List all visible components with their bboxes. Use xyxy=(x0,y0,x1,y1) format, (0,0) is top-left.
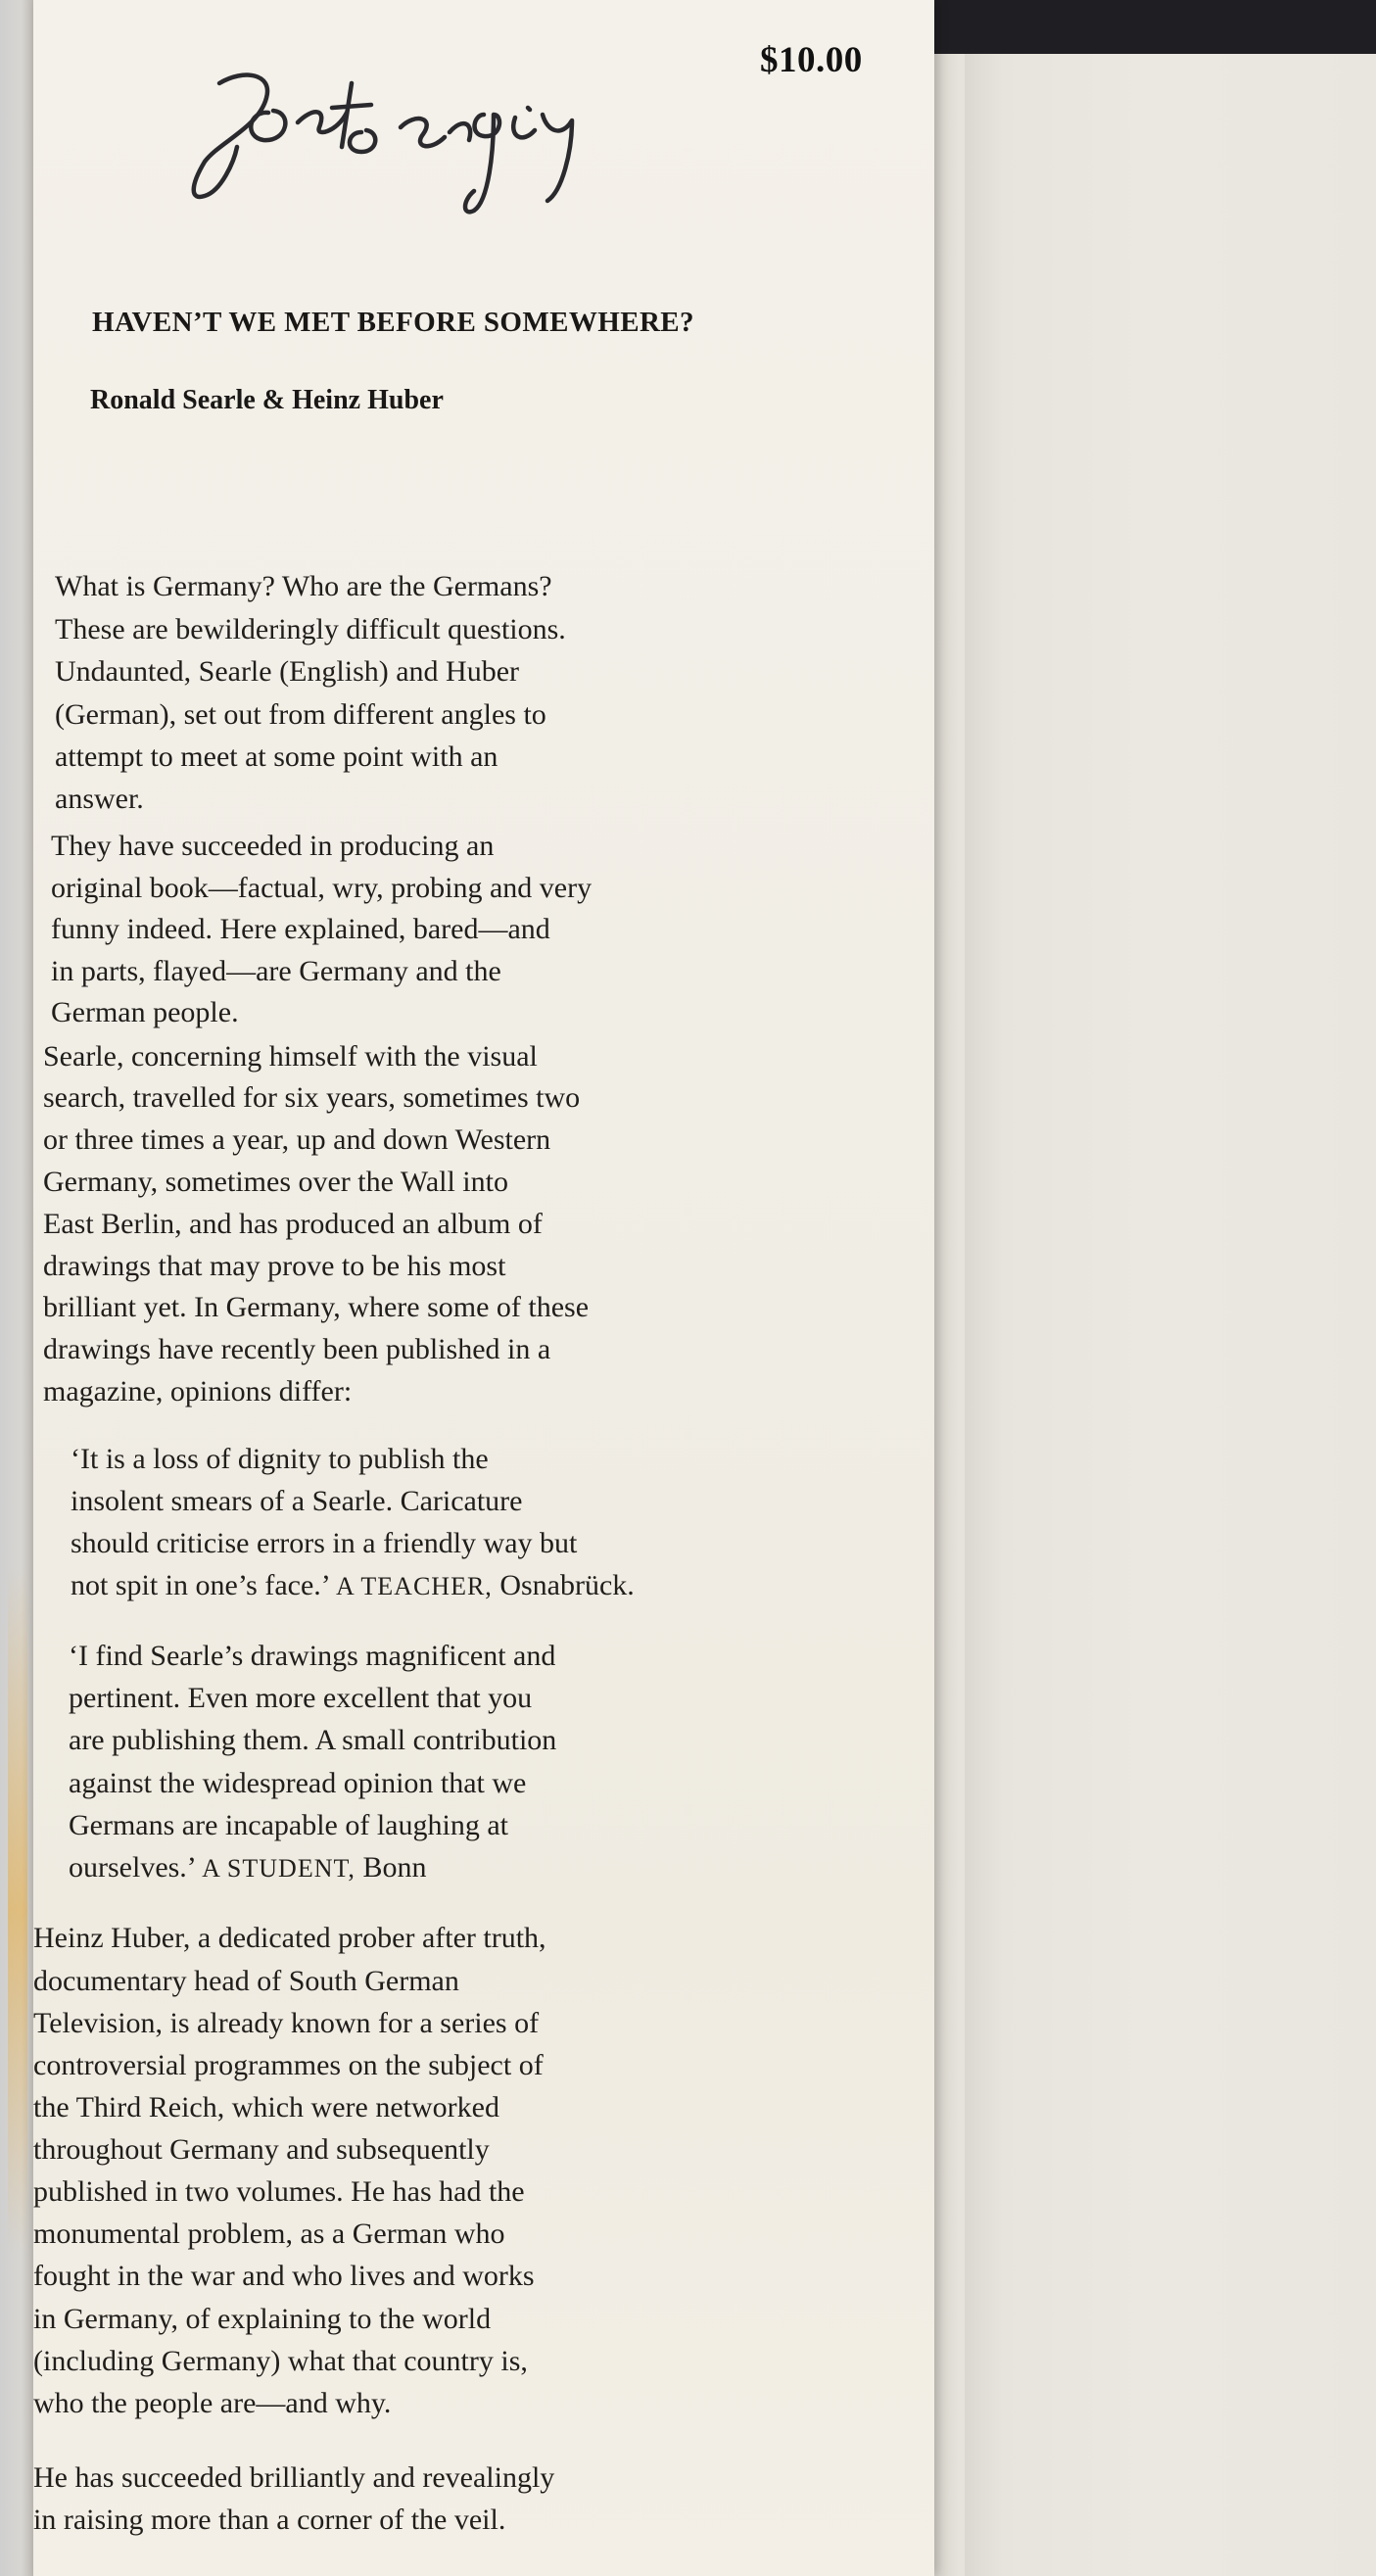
quote-attribution-place: Bonn xyxy=(355,1851,427,1884)
body-line: (including Germany) what that country is, xyxy=(33,2345,528,2377)
book-authors: Ronald Searle & Heinz Huber xyxy=(90,385,444,415)
body-line: attempt to meet at some point with an xyxy=(55,740,498,773)
body-line: magazine, opinions differ: xyxy=(43,1375,353,1407)
body-line: He has succeeded brilliantly and revealingly xyxy=(33,2461,555,2494)
body-line: throughout Germany and subsequently xyxy=(33,2133,490,2166)
quote-line xyxy=(71,1569,635,1602)
body-line: Searle, concerning himself with the visual xyxy=(43,1040,538,1073)
quote-line: pertinent. Even more excellent that you xyxy=(69,1682,533,1714)
body-line: Heinz Huber, a dedicated prober after truth, xyxy=(33,1922,546,1954)
quote-text: ourselves.’ xyxy=(69,1851,195,1884)
body-line: in parts, flayed—are Germany and the xyxy=(51,955,501,987)
handwritten-inscription xyxy=(151,54,660,230)
body-line: They have succeeded in producing an xyxy=(51,830,495,862)
quote-line xyxy=(69,1851,426,1884)
body-line: documentary head of South German xyxy=(33,1965,459,1997)
quote-attribution-role: A STUDENT, xyxy=(202,1854,356,1883)
quote-line: insolent smears of a Searle. Caricature xyxy=(71,1485,523,1517)
body-line: the Third Reich, which were networked xyxy=(33,2091,499,2123)
quote-attribution-place: Osnabrück. xyxy=(492,1569,635,1601)
price-label: $10.00 xyxy=(760,40,863,80)
body-line: Germany, sometimes over the Wall into xyxy=(43,1166,508,1198)
body-line: or three times a year, up and down Western xyxy=(43,1123,551,1156)
body-line: funny indeed. Here explained, bared—and xyxy=(51,913,550,945)
quote-line: ‘I find Searle’s drawings magnificent and xyxy=(69,1640,556,1672)
body-line: in raising more than a corner of the veil. xyxy=(33,2504,506,2536)
body-line: What is Germany? Who are the Germans? xyxy=(55,570,552,602)
body-line: answer. xyxy=(55,783,144,815)
body-line: These are bewilderingly difficult questions. xyxy=(55,613,566,645)
quote-line: Germans are incapable of laughing at xyxy=(69,1809,508,1841)
body-line: search, travelled for six years, sometimes two xyxy=(43,1081,581,1114)
body-line: who the people are—and why. xyxy=(33,2387,392,2419)
body-line: controversial programmes on the subject of xyxy=(33,2049,544,2081)
body-line: Television, is already known for a series of xyxy=(33,2007,540,2039)
body-line: original book—factual, wry, probing and very xyxy=(51,872,593,904)
quote-line: ‘It is a loss of dignity to publish the xyxy=(71,1443,489,1475)
body-line: (German), set out from different angles to xyxy=(55,698,546,731)
body-line: monumental problem, as a German who xyxy=(33,2218,505,2250)
quote-attribution-role: A TEACHER, xyxy=(336,1572,493,1600)
book-title: HAVEN’T WE MET BEFORE SOMEWHERE? xyxy=(92,307,694,338)
dust-jacket-flap xyxy=(33,0,934,2576)
body-line: brilliant yet. In Germany, where some of these xyxy=(43,1291,590,1323)
body-line: Undaunted, Searle (English) and Huber xyxy=(55,655,520,688)
body-line: drawings that may prove to be his most xyxy=(43,1250,506,1282)
body-line: East Berlin, and has produced an album of xyxy=(43,1208,543,1240)
body-line: fought in the war and who lives and works xyxy=(33,2260,535,2292)
body-line: German people. xyxy=(51,996,239,1028)
quote-line: are publishing them. A small contribution xyxy=(69,1724,557,1756)
page-shadow xyxy=(965,54,1004,2576)
quote-line: should criticise errors in a friendly way but xyxy=(71,1527,578,1559)
body-line: in Germany, of explaining to the world xyxy=(33,2303,492,2335)
body-line: published in two volumes. He has had the xyxy=(33,2175,525,2208)
quote-text: not spit in one’s face.’ xyxy=(71,1569,329,1601)
body-line: drawings have recently been published in a xyxy=(43,1333,551,1365)
left-background-edge xyxy=(0,0,35,2576)
quote-line: against the widespread opinion that we xyxy=(69,1767,527,1799)
book-board-edge xyxy=(930,0,1376,57)
